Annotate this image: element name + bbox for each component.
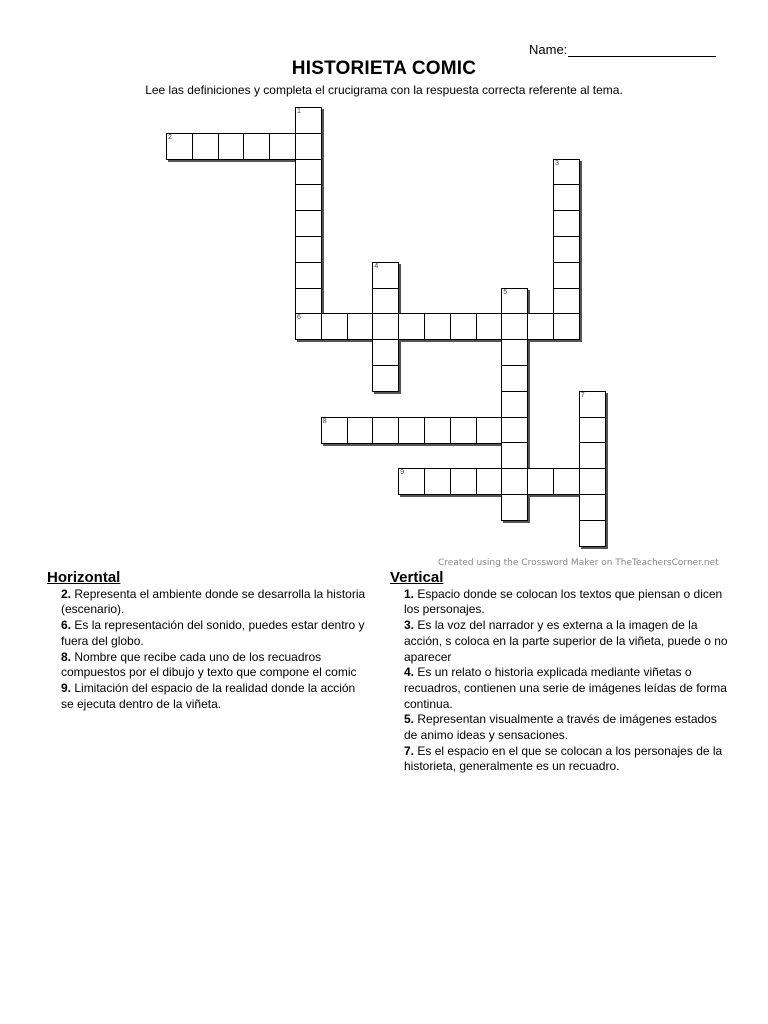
- clue-number: 7.: [404, 743, 415, 758]
- crossword-cell[interactable]: [372, 417, 399, 444]
- crossword-cell[interactable]: [527, 313, 554, 340]
- cell-number: 4: [374, 262, 379, 270]
- crossword-cell[interactable]: [398, 417, 425, 444]
- crossword-cell[interactable]: [579, 442, 606, 469]
- credit-line: Created using the Crossword Maker on TheTeachersCorner.net: [438, 558, 719, 568]
- crossword-cell[interactable]: [476, 417, 503, 444]
- crossword-cell[interactable]: [501, 313, 528, 340]
- cell-number: 9: [400, 469, 405, 477]
- clue-number: 6.: [61, 618, 72, 633]
- clue-text: Es la voz del narrador y es externa a la imagen de la acción, s coloca en la parte superior de la viñeta, puede o no aparecer: [404, 618, 728, 664]
- instructions: Lee las definiciones y completa el crucigrama con la respuesta correcta referente al tema.: [145, 83, 623, 97]
- crossword-cell[interactable]: [295, 262, 322, 289]
- crossword-cell[interactable]: [579, 520, 606, 547]
- crossword-cell[interactable]: [501, 339, 528, 366]
- crossword-cell[interactable]: [553, 288, 580, 315]
- clue-number: 5.: [404, 712, 415, 727]
- clue-item: [390, 744, 730, 775]
- crossword-cell[interactable]: [295, 107, 322, 134]
- crossword-cell[interactable]: [501, 494, 528, 521]
- clue-text: Representan visualmente a través de imágenes estados de animo ideas y sensaciones.: [404, 712, 717, 743]
- crossword-cell[interactable]: [476, 313, 503, 340]
- crossword-cell[interactable]: [218, 133, 245, 160]
- clue-item: [47, 681, 367, 712]
- crossword-cell[interactable]: [501, 288, 528, 315]
- crossword-cell[interactable]: [553, 236, 580, 263]
- clue-text: Espacio donde se colocan los textos que piensan o dicen los personajes.: [404, 586, 723, 617]
- clue-number: 8.: [61, 649, 72, 664]
- crossword-cell[interactable]: [424, 417, 451, 444]
- clue-item: [390, 712, 730, 743]
- crossword-cell[interactable]: [450, 417, 477, 444]
- clue-text: Es un relato o historia explicada mediante viñetas o recuadros, contienen una serie de imágenes leídas de forma continua.: [404, 665, 727, 711]
- clue-text: Limitación del espacio de la realidad donde la acción se ejecuta dentro de la viñeta.: [61, 680, 356, 711]
- crossword-cell[interactable]: [476, 468, 503, 495]
- crossword-cell[interactable]: [295, 184, 322, 211]
- crossword-cell[interactable]: [553, 468, 580, 495]
- crossword-cell[interactable]: [295, 236, 322, 263]
- crossword-cell[interactable]: [501, 442, 528, 469]
- cell-number: 3: [555, 159, 559, 167]
- crossword-cell[interactable]: [501, 468, 528, 495]
- crossword-cell[interactable]: [501, 417, 528, 444]
- crossword-cell[interactable]: [398, 468, 425, 495]
- crossword-grid: [166, 107, 606, 553]
- crossword-cell[interactable]: [553, 313, 580, 340]
- clue-number: 1.: [404, 586, 415, 601]
- crossword-cell[interactable]: [553, 262, 580, 289]
- name-field[interactable]: [529, 42, 716, 57]
- crossword-cell[interactable]: [295, 159, 322, 186]
- crossword-cell[interactable]: [347, 417, 374, 444]
- crossword-cell[interactable]: [424, 313, 451, 340]
- cell-number: 8: [322, 417, 327, 425]
- cell-number: 2: [168, 133, 172, 141]
- crossword-cell[interactable]: [372, 288, 399, 315]
- clue-item: [47, 618, 367, 649]
- clue-item: [390, 618, 730, 665]
- crossword-cell[interactable]: [450, 313, 477, 340]
- vertical-heading: Vertical: [390, 569, 444, 586]
- crossword-cell[interactable]: [501, 365, 528, 392]
- cell-number: 7: [580, 391, 585, 399]
- crossword-cell[interactable]: [269, 133, 296, 160]
- horizontal-clues: [47, 570, 367, 712]
- crossword-cell[interactable]: [321, 313, 348, 340]
- crossword-cell[interactable]: [553, 159, 580, 186]
- cell-number: 6: [297, 314, 301, 322]
- crossword-cell[interactable]: [450, 468, 477, 495]
- crossword-cell[interactable]: [527, 468, 554, 495]
- crossword-cell[interactable]: [553, 184, 580, 211]
- crossword-cell[interactable]: [553, 210, 580, 237]
- crossword-cell[interactable]: [347, 313, 374, 340]
- crossword-cell[interactable]: [398, 313, 425, 340]
- crossword-cell[interactable]: [372, 365, 399, 392]
- crossword-cell[interactable]: [372, 262, 399, 289]
- crossword-cell[interactable]: [501, 391, 528, 418]
- name-blank-line[interactable]: [568, 42, 716, 57]
- horizontal-heading: Horizontal: [47, 569, 121, 586]
- clue-item: [47, 650, 367, 681]
- crossword-cell[interactable]: [579, 391, 606, 418]
- worksheet-title: HISTORIETA COMIC: [291, 58, 477, 79]
- crossword-cell[interactable]: [192, 133, 219, 160]
- crossword-cell[interactable]: [166, 133, 193, 160]
- clue-item: [390, 587, 730, 618]
- crossword-cell[interactable]: [579, 417, 606, 444]
- clue-number: 9.: [61, 680, 72, 695]
- crossword-cell[interactable]: [372, 339, 399, 366]
- crossword-cell[interactable]: [295, 288, 322, 315]
- crossword-cell[interactable]: [243, 133, 270, 160]
- crossword-cell[interactable]: [321, 417, 348, 444]
- crossword-cell[interactable]: [295, 210, 322, 237]
- crossword-cell[interactable]: [579, 468, 606, 495]
- crossword-cell[interactable]: [295, 133, 322, 160]
- crossword-cell[interactable]: [372, 313, 399, 340]
- crossword-cell[interactable]: [295, 313, 322, 340]
- clue-number: 4.: [404, 665, 415, 680]
- name-label: Name:: [529, 42, 568, 57]
- cell-number: 5: [503, 288, 508, 296]
- vertical-clues: [390, 570, 730, 775]
- crossword-cell[interactable]: [424, 468, 451, 495]
- crossword-cell[interactable]: [579, 494, 606, 521]
- clue-text: Es la representación del sonido, puedes estar dentro y fuera del globo.: [61, 618, 365, 648]
- clue-number: 3.: [404, 618, 415, 633]
- cell-number: 1: [297, 108, 301, 115]
- clue-number: 2.: [61, 586, 72, 601]
- clue-text: Nombre que recibe cada uno de los recuadros compuestos por el dibujo y texto que compone el comic: [61, 649, 357, 680]
- clue-item: [47, 587, 367, 618]
- clue-item: [390, 665, 730, 712]
- clue-text: Representa el ambiente donde se desarrolla la historia (escenario).: [61, 586, 366, 617]
- clue-text: Es el espacio en el que se colocan a los personajes de la historieta, generalmente es un recuadro.: [404, 743, 723, 774]
